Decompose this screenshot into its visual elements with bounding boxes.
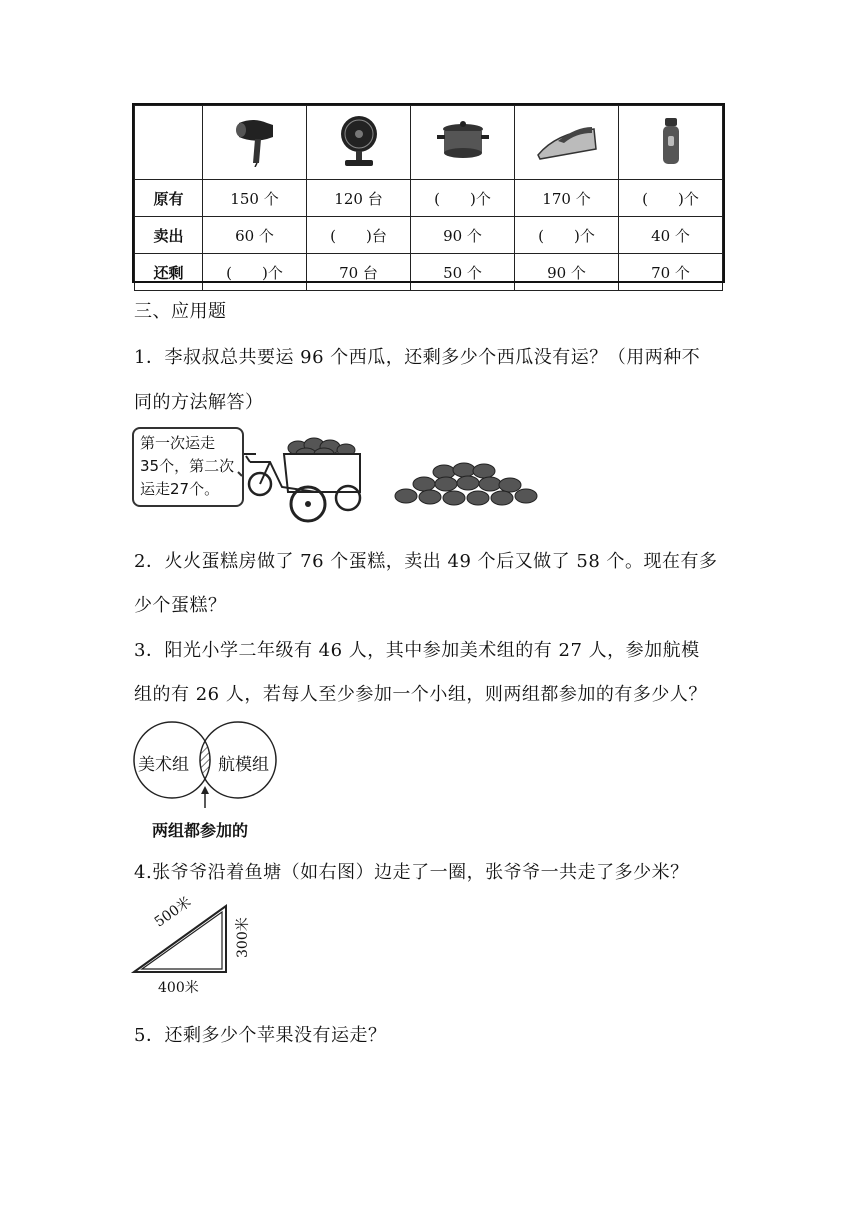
q2-line2: 少个蛋糕？ <box>134 595 227 616</box>
q3-line1: 3．阳光小学二年级有 46 人，其中参加美术组的有 27 人，参加航模 <box>134 640 700 661</box>
hair-dryer-icon <box>233 115 277 167</box>
q1-line2: 同的方法解答） <box>134 392 264 413</box>
table-cell: 150 个 <box>203 180 307 217</box>
table-row <box>135 254 723 291</box>
hair-dryer-cell <box>203 106 307 180</box>
table-cell: 170 个 <box>515 180 619 217</box>
bubble-line: 运走27个。 <box>140 480 220 498</box>
venn-overlap-label: 两组都参加的 <box>152 821 249 840</box>
watermelon-pile-icon <box>394 460 540 512</box>
table-row <box>135 180 723 217</box>
table-cell: 40 个 <box>619 217 723 254</box>
bubble-line: 35个，第二次 <box>140 457 235 475</box>
table-icon-row <box>135 106 723 180</box>
fan-icon <box>337 114 381 168</box>
q4-line1: 4.张爷爷沿着鱼塘（如右图）边走了一圈，张爷爷一共走了多少米？ <box>134 862 689 883</box>
table-cell: 70 个 <box>619 254 723 291</box>
row-label: 还剩 <box>135 254 203 291</box>
table-cell: 50 个 <box>411 254 515 291</box>
table-cell: 70 台 <box>307 254 411 291</box>
table-cell: 60 个 <box>203 217 307 254</box>
table-cell: ( )个 <box>411 180 515 217</box>
fan-cell <box>307 106 411 180</box>
bubble-line: 第一次运走 <box>140 434 216 452</box>
section-title: 三、应用题 <box>134 301 227 322</box>
row-label: 原有 <box>135 180 203 217</box>
q2-line1: 2．火火蛋糕房做了 76 个蛋糕，卖出 49 个后又做了 58 个。现在有多 <box>134 551 718 572</box>
side-base-label: 400米 <box>158 980 199 996</box>
venn-right-label: 航模组 <box>218 755 269 775</box>
table-corner-cell <box>135 106 203 180</box>
pot-cell <box>411 106 515 180</box>
shaver-icon <box>659 116 683 166</box>
tricycle-cart-icon <box>236 432 366 527</box>
shaver-cell <box>619 106 723 180</box>
q3-line2: 组的有 26 人，若每人至少参加一个小组，则两组都参加的有多少人？ <box>134 684 707 705</box>
side-vertical-label: 300米 <box>235 917 251 958</box>
q5-line1: 5．还剩多少个苹果没有运走？ <box>134 1025 387 1046</box>
table-cell: ( )个 <box>203 254 307 291</box>
speech-bubble <box>132 427 244 507</box>
table-cell: ( )台 <box>307 217 411 254</box>
table-cell: ( )个 <box>515 217 619 254</box>
venn-left-label: 美术组 <box>138 755 189 775</box>
pot-icon <box>435 119 491 163</box>
table-row <box>135 217 723 254</box>
table-cell: ( )个 <box>619 180 723 217</box>
table-cell: 90 个 <box>515 254 619 291</box>
iron-icon <box>536 121 598 161</box>
q1-line1: 1．李叔叔总共要运 96 个西瓜，还剩多少个西瓜没有运？（用两种不 <box>134 347 701 368</box>
side-hypotenuse-label: 500米 <box>151 894 195 931</box>
table-cell: 90 个 <box>411 217 515 254</box>
row-label: 卖出 <box>135 217 203 254</box>
iron-cell <box>515 106 619 180</box>
inventory-table <box>134 105 723 291</box>
table-cell: 120 台 <box>307 180 411 217</box>
